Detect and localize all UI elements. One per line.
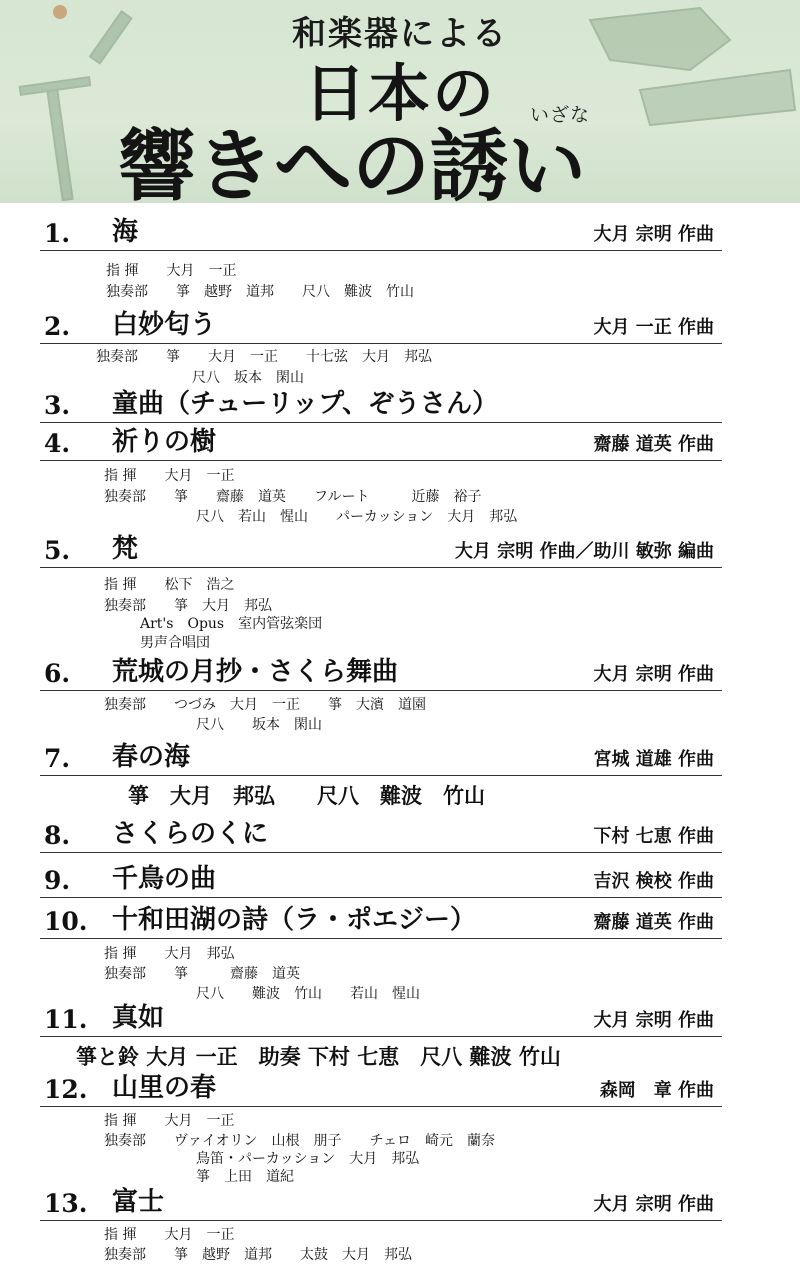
item-composer: 大月 一正 作曲 [593,317,714,338]
program-item-4 [40,420,722,461]
item-composer: 大月 宗明 作曲 [593,224,714,245]
performer-line: 独奏部 箏 齋藤 道英 [104,966,300,982]
performer-line: 独奏部 箏 大月 一正 十七弦 大月 邦弘 [96,349,432,365]
performer-line: 指 揮 大月 一正 [104,468,235,484]
program-item-13 [40,1180,722,1221]
performer-line: 指 揮 松下 浩之 [104,577,235,593]
performer-line: 箏と鈴 大月 一正 助奏 下村 七恵 尺八 難波 竹山 [76,1044,561,1069]
performer-line: 尺八 坂本 閑山 [192,370,304,386]
performer-line: Art's Opus 室内管弦楽団 [140,616,323,632]
item-number: 1. [44,219,71,248]
program-item-11 [40,996,722,1037]
performer-line: 独奏部 箏 齋藤 道英 フルート 近藤 裕子 [104,489,482,505]
item-number: 13. [44,1189,88,1218]
banner-title-line2: 響きへの誘い [118,121,587,203]
program-item-7 [40,735,722,776]
program-item-1 [40,210,722,251]
item-number: 12. [44,1075,88,1104]
item-composer: 齋藤 道英 作曲 [593,434,714,455]
banner-ruby: いざな [530,104,591,126]
item-title: さくらのくに [112,819,269,849]
item-composer: 大月 宗明 作曲／助川 敏弥 編曲 [454,541,714,562]
performer-line: 指 揮 大月 一正 [104,1227,235,1243]
program-item-3 [40,382,722,423]
program-item-8 [40,812,722,853]
item-number: 3. [44,391,71,420]
item-title: 童曲（チューリップ、ぞうさん） [112,389,499,419]
item-composer: 吉沢 検校 作曲 [593,871,714,892]
performer-line: 箏 上田 道紀 [196,1169,294,1185]
item-number: 8. [44,821,71,850]
performer-line: 独奏部 箏 大月 邦弘 [104,598,272,614]
item-number: 6. [44,659,71,688]
item-title: 白妙匂う [112,310,217,340]
performer-line: 鳥笛・パーカッション 大月 邦弘 [196,1151,420,1167]
item-title: 山里の春 [112,1073,217,1103]
performer-line: 箏 大月 邦弘 尺八 難波 竹山 [128,783,485,808]
item-title: 十和田湖の詩（ラ・ポエジー） [112,905,477,935]
performer-line: 独奏部 つづみ 大月 一正 箏 大濱 道園 [104,697,426,713]
item-composer: 宮城 道雄 作曲 [593,749,714,770]
performer-line: 独奏部 ヴァイオリン 山根 朋子 チェロ 崎元 蘭奈 [104,1133,496,1149]
program-item-2 [40,303,722,344]
item-number: 10. [44,907,88,936]
item-composer: 大月 宗明 作曲 [593,1010,714,1031]
item-number: 4. [44,429,71,458]
item-title: 荒城の月抄・さくら舞曲 [112,657,399,687]
performer-line: 指 揮 大月 一正 [104,1113,235,1129]
item-composer: 森岡 章 作曲 [599,1080,714,1101]
item-composer: 齋藤 道英 作曲 [593,912,714,933]
item-number: 2. [44,312,71,341]
item-title: 海 [112,217,139,247]
program-item-12 [40,1066,722,1107]
program-item-6 [40,650,722,691]
item-title: 千鳥の曲 [112,864,217,894]
performer-line: 独奏部 箏 越野 道邦 太鼓 大月 邦弘 [104,1247,412,1263]
item-number: 5. [44,536,71,565]
performer-line: 男声合唱団 [140,635,210,651]
performer-line: 指 揮 大月 一正 [106,263,237,279]
performer-line: 尺八 坂本 閑山 [196,717,322,733]
item-number: 11. [44,1005,88,1034]
item-title: 祈りの樹 [112,427,217,457]
banner-title-line1: 日本の [303,57,496,130]
item-composer: 下村 七恵 作曲 [593,826,714,847]
header-banner [0,0,800,203]
item-composer: 大月 宗明 作曲 [593,664,714,685]
item-title: 春の海 [112,742,191,772]
program-item-9 [40,857,722,898]
performer-line: 尺八 難波 竹山 若山 惺山 [196,986,420,1002]
item-number: 7. [44,744,71,773]
performer-line: 尺八 若山 惺山 パーカッション 大月 邦弘 [196,509,518,525]
program-item-10 [40,898,722,939]
performer-line: 指 揮 大月 邦弘 [104,946,235,962]
item-number: 9. [44,866,71,895]
banner-subtitle: 和楽器による [292,14,508,54]
item-title: 真如 [112,1003,165,1033]
item-title: 富士 [112,1187,165,1217]
program-item-5 [40,527,722,568]
item-title: 梵 [112,534,139,564]
item-composer: 大月 宗明 作曲 [593,1194,714,1215]
performer-line: 独奏部 箏 越野 道邦 尺八 難波 竹山 [106,284,414,300]
